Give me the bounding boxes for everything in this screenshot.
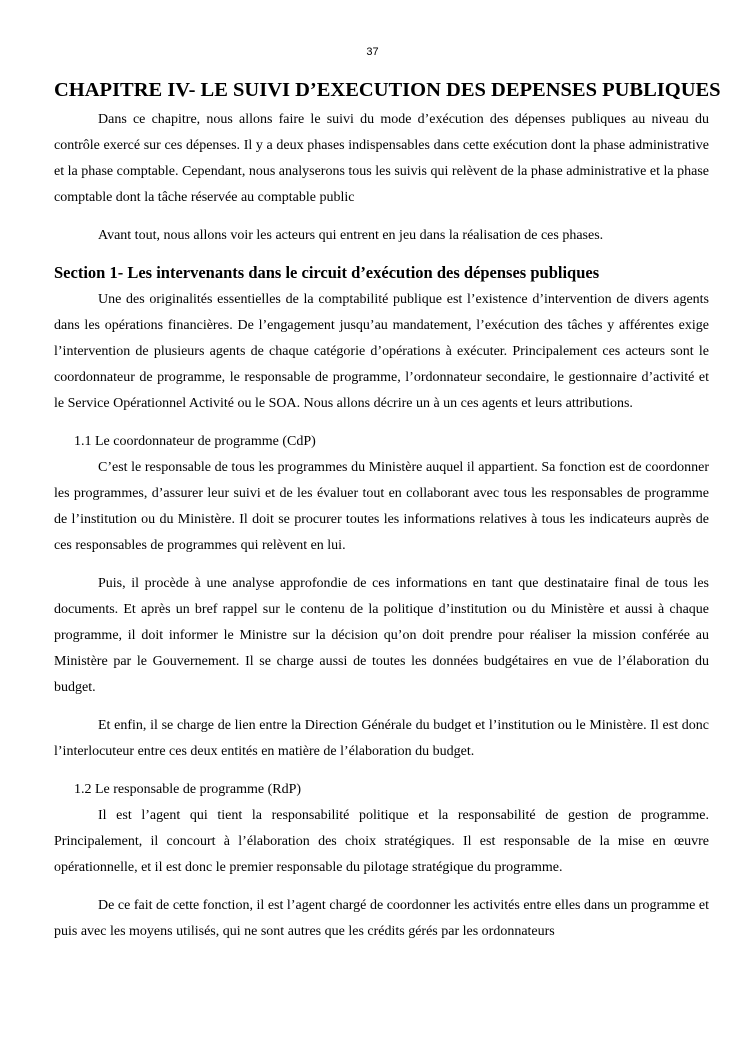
- subsection-title: 1.2 Le responsable de programme (RdP): [74, 782, 302, 797]
- intro-paragraph: Dans ce chapitre, nous allons faire le suivi du mode d’exécution des dépenses publiques au niveau du contrôle exercé sur ces dépenses. Il y a deux phases indispensables dans cette exécution dont la phase administrative et la phase comptable. Cependant, nous analyserons tous les suivis qui relèvent de la phase administrative et la phase comptable dont la tâche réservée au comptable public: [54, 112, 709, 205]
- page-content: [54, 77, 721, 945]
- section-paragraph: Une des originalités essentielles de la comptabilité publique est l’existence d’intervention de divers agents dans les opérations financières. De l’engagement jusqu’au mandatement, l’exécution des tâches y afférentes exige l’intervention de plusieurs agents de chaque catégorie d’opérations à exécuter. Principalement ces acteurs sont le coordonnateur de programme, le responsable de programme, l’ordonnateur secondaire, le gestionnaire d’activité et le Service Opérationnel Activité ou le SOA. Nous allons décrire un à un ces agents et leurs attributions.: [54, 292, 709, 411]
- subsection-paragraph: C’est le responsable de tous les programmes du Ministère auquel il appartient. Sa fonction est de coordonner les programmes, d’assurer leur suivi et de les évaluer tout en collaborant avec tous les responsables de programme de l’institution ou du Ministère. Il doit se procurer toutes les informations relatives à tous les indicateurs auprès de ces responsables de programmes qui relèvent en lui.: [54, 460, 709, 553]
- chapter-title: CHAPITRE IV- LE SUIVI D’EXECUTION DES DEPENSES PUBLIQUES: [54, 79, 721, 101]
- subsection-paragraph: Il est l’agent qui tient la responsabilité politique et la responsabilité de gestion de programme. Principalement, il concourt à l’élaboration des choix stratégiques. Il est responsable de la mise en œuvre opérationnelle, et il est donc le premier responsable du pilotage stratégique du programme.: [54, 808, 709, 875]
- section-title: Section 1- Les intervenants dans le circuit d’exécution des dépenses publiques: [54, 263, 600, 282]
- subsection-paragraph: De ce fait de cette fonction, il est l’agent chargé de coordonner les activités entre elles dans un programme et puis avec les moyens utilisés, qui ne sont autres que les crédits gérés par les ordonnateurs: [54, 898, 709, 939]
- intro-paragraph: Avant tout, nous allons voir les acteurs qui entrent en jeu dans la réalisation de ces phases.: [98, 228, 604, 243]
- subsection-paragraph: Et enfin, il se charge de lien entre la Direction Générale du budget et l’institution ou le Ministère. Il est donc l’interlocuteur entre ces deux entités en matière de l’élaboration du budget.: [54, 718, 709, 759]
- subsection-paragraph: Puis, il procède à une analyse approfondie de ces informations en tant que destinataire final de tous les documents. Et après un bref rappel sur le contenu de la politique d’institution ou du Ministère et aussi à chaque programme, il doit informer le Ministre sur la décision qu’on doit prendre pour réaliser la mission conférée au Ministère par le Gouvernement. Il se charge aussi de toutes les données budgétaires en vue de l’élaboration du budget.: [54, 576, 709, 695]
- page-number: 37: [366, 46, 379, 58]
- subsection-title: 1.1 Le coordonnateur de programme (CdP): [74, 434, 316, 449]
